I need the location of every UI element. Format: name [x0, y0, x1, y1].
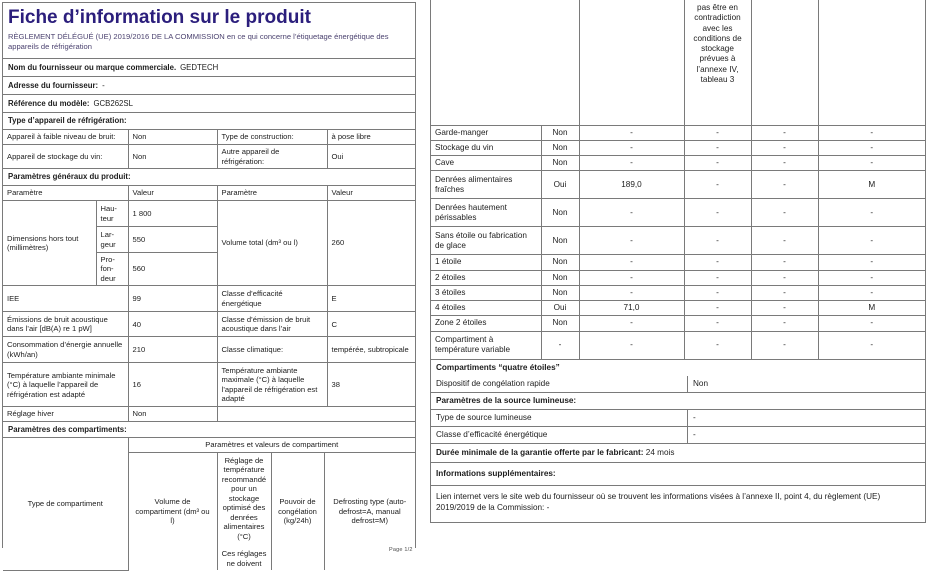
- table-row: [3, 312, 415, 337]
- supplier-link-block: [431, 486, 925, 523]
- supplier-name-label: Nom du fournisseur ou marque commerciale.: [8, 63, 177, 73]
- compartment-temp: -: [684, 270, 751, 285]
- table-row: [431, 227, 925, 255]
- appliance-type-table: [3, 130, 415, 169]
- empty-cell: [579, 0, 684, 125]
- compartment-freeze: -: [751, 270, 818, 285]
- col-header-freeze: Pouvoir de congélation (kg/24h): [271, 452, 324, 570]
- supplier-name-row: [3, 59, 415, 77]
- dimension-value: 1 800: [128, 201, 217, 227]
- table-row: [431, 331, 925, 359]
- compartment-name: 1 étoile: [431, 255, 541, 270]
- table-row: [431, 316, 925, 331]
- compartment-freeze: -: [751, 227, 818, 255]
- compartment-freeze: -: [751, 140, 818, 155]
- dimension-key: Pro-fon-deur: [96, 253, 128, 286]
- additional-info-title-bar: [431, 463, 925, 485]
- param-value: 16: [128, 363, 217, 407]
- compartment-table-continuation: [431, 0, 925, 360]
- empty-cell: [431, 0, 579, 125]
- compartment-temp: -: [684, 285, 751, 300]
- col-header-volume: Volume de compartiment (dm³ ou l): [128, 452, 217, 570]
- compartment-volume: 71,0: [579, 301, 684, 316]
- param-label: Température ambiante minimale (°C) à laquelle l’appareil de réfrigération est adapté: [3, 363, 128, 407]
- compartment-freeze: -: [751, 331, 818, 359]
- temp-header-part2: Ces réglages ne doivent: [221, 549, 267, 568]
- compartment-defrost: -: [818, 227, 925, 255]
- compartment-present: Non: [541, 156, 579, 171]
- param-value: à pose libre: [327, 130, 415, 145]
- table-row: [431, 199, 925, 227]
- dimension-key: Lar-geur: [96, 227, 128, 253]
- compartment-volume: -: [579, 227, 684, 255]
- compartment-freeze: -: [751, 285, 818, 300]
- dimension-value: 560: [128, 253, 217, 286]
- compartment-temp: -: [684, 125, 751, 140]
- compartment-defrost: M: [818, 171, 925, 199]
- compartment-present: Non: [541, 140, 579, 155]
- compartment-name: 4 étoiles: [431, 301, 541, 316]
- compartment-temp: -: [684, 255, 751, 270]
- compartment-temp: -: [684, 227, 751, 255]
- compartment-present: Non: [541, 125, 579, 140]
- compartment-defrost: -: [818, 255, 925, 270]
- compartment-volume: 189,0: [579, 171, 684, 199]
- light-source-class-row: [431, 427, 925, 444]
- light-source-type-label: Type de source lumineuse: [436, 413, 532, 422]
- param-value: 38: [327, 363, 415, 407]
- regulation-subtitle: RÈGLEMENT DÉLÉGUÉ (UE) 2019/2016 DE LA COMMISSION en ce qui concerne l’étiquetage énergétique des appareils de réfrigération: [3, 30, 415, 60]
- param-value: E: [327, 286, 415, 312]
- compartment-temp: -: [684, 140, 751, 155]
- table-row: [3, 363, 415, 407]
- compartment-defrost: -: [818, 285, 925, 300]
- quick-freeze-row: [431, 376, 925, 392]
- light-source-title: Paramètres de la source lumineuse:: [436, 395, 577, 405]
- compartment-name: Stockage du vin: [431, 140, 541, 155]
- compartment-freeze: -: [751, 255, 818, 270]
- temp-header-part1: Réglage de température recommandé pour un stockage optimisé des denrées alimentaires (°C): [221, 455, 267, 541]
- compartment-present: Non: [541, 285, 579, 300]
- param-label: IEE: [3, 286, 128, 312]
- compartment-volume: -: [579, 140, 684, 155]
- compartment-temp: -: [684, 316, 751, 331]
- empty-cell: [751, 0, 818, 125]
- compartment-name: Zone 2 étoiles: [431, 316, 541, 331]
- compartment-freeze: -: [751, 316, 818, 331]
- param-label: Appareil de stockage du vin:: [3, 145, 128, 169]
- compartment-name: 2 étoiles: [431, 270, 541, 285]
- table-row: [3, 407, 415, 421]
- light-source-type-row: [431, 410, 925, 427]
- winter-setting-label: Réglage hiver: [3, 407, 128, 421]
- compartment-freeze: -: [751, 125, 818, 140]
- compartment-volume: -: [579, 316, 684, 331]
- table-row: [431, 171, 925, 199]
- param-value: 210: [128, 337, 217, 363]
- light-source-type-value: -: [687, 410, 925, 426]
- compartment-name: Garde-manger: [431, 125, 541, 140]
- col-header-defrost: Defrosting type (auto-defrost=A, manual defrost=M): [324, 452, 415, 570]
- compartment-freeze: -: [751, 171, 818, 199]
- model-reference-row: [3, 95, 415, 113]
- param-label: Classe climatique:: [217, 337, 327, 363]
- compartment-name: Compartiment à température variable: [431, 331, 541, 359]
- supplier-address-label: Adresse du fournisseur:: [8, 81, 99, 91]
- supplier-address-row: [3, 77, 415, 95]
- param-value: 99: [128, 286, 217, 312]
- compartment-volume: -: [579, 156, 684, 171]
- col-header: Valeur: [327, 186, 415, 201]
- compartment-volume: -: [579, 285, 684, 300]
- quick-freeze-label: Dispositif de congélation rapide: [436, 378, 550, 388]
- additional-info-title: Informations supplémentaires:: [436, 469, 556, 479]
- winter-setting-value: Non: [128, 407, 217, 421]
- col-header: Paramètre: [217, 186, 327, 201]
- page-title: Fiche d’information sur le produit: [8, 7, 311, 28]
- compartment-defrost: -: [818, 125, 925, 140]
- param-value: Non: [128, 130, 217, 145]
- dimension-value: 550: [128, 227, 217, 253]
- compartment-present: Oui: [541, 171, 579, 199]
- param-label: Autre appareil de réfrigération:: [217, 145, 327, 169]
- temp-header-continuation: pas être en contradiction avec les conditions de stockage prévues à l’annexe IV, tableau 3: [684, 0, 751, 125]
- compartment-defrost: -: [818, 140, 925, 155]
- table-row: [431, 125, 925, 140]
- four-star-title: Compartiments “quatre étoiles”: [436, 362, 560, 372]
- compartment-temp: -: [684, 301, 751, 316]
- compartment-volume: -: [579, 270, 684, 285]
- table-header-row: [3, 438, 415, 452]
- compartment-defrost: M: [818, 301, 925, 316]
- table-row: [431, 285, 925, 300]
- param-value: C: [327, 312, 415, 337]
- quick-freeze-value: Non: [687, 376, 925, 392]
- col-header-temp: [217, 452, 271, 570]
- compartment-present: Oui: [541, 301, 579, 316]
- table-header-row: [431, 0, 925, 125]
- page-2: [430, 0, 926, 523]
- compartment-volume: -: [579, 255, 684, 270]
- compartment-freeze: -: [751, 199, 818, 227]
- table-header-row: [3, 186, 415, 201]
- param-value: Oui: [327, 145, 415, 169]
- compartment-present: Non: [541, 255, 579, 270]
- compartment-present: Non: [541, 227, 579, 255]
- compartment-present: Non: [541, 316, 579, 331]
- table-row: [3, 145, 415, 169]
- param-label: Appareil à faible niveau de bruit:: [3, 130, 128, 145]
- compartment-name: Cave: [431, 156, 541, 171]
- section-appliance-type: Type d’appareil de réfrigération:: [3, 113, 415, 129]
- compartment-name: 3 étoiles: [431, 285, 541, 300]
- compartment-freeze: -: [751, 301, 818, 316]
- supplier-address-value: -: [102, 81, 105, 91]
- compartment-present: Non: [541, 199, 579, 227]
- col-header: Paramètre: [3, 186, 128, 201]
- table-row: [431, 140, 925, 155]
- param-label: Température ambiante maximale (°C) à laquelle l’appareil de réfrigération est adapté: [217, 363, 327, 407]
- compartment-name: Denrées alimentaires fraîches: [431, 171, 541, 199]
- warranty-value: 24 mois: [645, 448, 675, 457]
- page-number: Page 1/2: [389, 547, 413, 553]
- warranty-row: [431, 444, 925, 463]
- param-label: Consommation d’énergie annuelle (kWh/an): [3, 337, 128, 363]
- compartment-defrost: -: [818, 156, 925, 171]
- compartment-defrost: -: [818, 199, 925, 227]
- model-reference-label: Référence du modèle:: [8, 99, 90, 109]
- supplier-name-value: GEDTECH: [180, 63, 219, 73]
- compartment-volume: -: [579, 199, 684, 227]
- compartment-name: Denrées hautement périssables: [431, 199, 541, 227]
- table-row: [3, 286, 415, 312]
- table-row: [431, 270, 925, 285]
- table-row: [431, 301, 925, 316]
- general-params-table: [3, 186, 415, 422]
- section-compartment-params: Paramètres des compartiments:: [3, 422, 415, 438]
- compartment-header-table: [3, 438, 415, 570]
- volume-total-value: 260: [327, 201, 415, 286]
- dimension-key: Hau-teur: [96, 201, 128, 227]
- dimensions-label: Dimensions hors tout (millimètres): [3, 201, 96, 286]
- param-label: Classe d’émission de bruit acoustique dans l’air: [217, 312, 327, 337]
- compartment-present: Non: [541, 270, 579, 285]
- col-header: Valeur: [128, 186, 217, 201]
- light-source-class-label: Classe d’efficacité énergétique: [436, 430, 548, 439]
- compartment-defrost: -: [818, 331, 925, 359]
- model-reference-value: GCB262SL: [93, 99, 133, 109]
- empty-cell: [818, 0, 925, 125]
- param-value: 40: [128, 312, 217, 337]
- compartment-freeze: -: [751, 156, 818, 171]
- light-source-class-value: -: [687, 427, 925, 443]
- compartment-temp: -: [684, 171, 751, 199]
- volume-total-label: Volume total (dm³ ou l): [217, 201, 327, 286]
- table-row: [3, 337, 415, 363]
- empty-cell: [217, 407, 415, 421]
- table-row: [431, 156, 925, 171]
- compartment-name: Sans étoile ou fabrication de glace: [431, 227, 541, 255]
- param-label: Émissions de bruit acoustique dans l’air [dB(A) re 1 pW]: [3, 312, 128, 337]
- compartment-temp: -: [684, 199, 751, 227]
- compartment-temp: -: [684, 156, 751, 171]
- compartment-volume: -: [579, 331, 684, 359]
- param-label: Classe d’efficacité énergétique: [217, 286, 327, 312]
- span-header: Paramètres et valeurs de compartiment: [128, 438, 415, 452]
- warranty-label: Durée minimale de la garantie offerte par le fabricant:: [436, 448, 644, 457]
- compartment-defrost: -: [818, 270, 925, 285]
- table-row: [3, 201, 415, 227]
- light-source-title-bar: [431, 393, 925, 410]
- param-value: tempérée, subtropicale: [327, 337, 415, 363]
- table-row: [431, 255, 925, 270]
- param-value: Non: [128, 145, 217, 169]
- section-general-params: Paramètres généraux du produit:: [3, 169, 415, 185]
- param-label: Type de construction:: [217, 130, 327, 145]
- compartment-present: -: [541, 331, 579, 359]
- table-row: [3, 130, 415, 145]
- four-star-section: [431, 360, 925, 393]
- col-header-type: Type de compartiment: [3, 438, 128, 570]
- compartment-defrost: -: [818, 316, 925, 331]
- compartment-volume: -: [579, 125, 684, 140]
- supplier-link-text: Lien internet vers le site web du fournisseur où se trouvent les informations visées à l’annexe II, point 4, du règlement (UE) 2019/2019 de la Commission: -: [436, 491, 881, 513]
- compartment-temp: -: [684, 331, 751, 359]
